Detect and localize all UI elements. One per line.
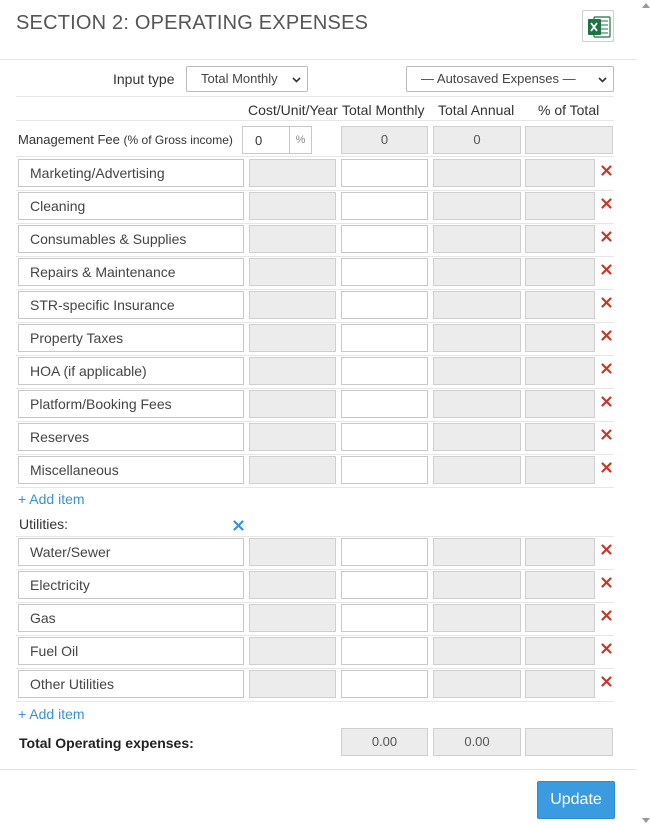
total-pct-box [525,728,613,756]
autosaved-expenses-value: — Autosaved Expenses — [421,71,576,86]
section-title: SECTION 2: OPERATING EXPENSES [16,12,369,34]
expense-name-input[interactable]: STR-specific Insurance [18,291,244,319]
pct-of-total-field [525,670,595,698]
row-divider [16,487,614,488]
management-fee-total-monthly [341,126,428,154]
remove-row-icon[interactable] [601,165,612,176]
footer-divider [0,769,636,770]
cost-unit-year-field [249,159,336,187]
pct-of-total-field [525,390,595,418]
total-monthly-input[interactable] [341,192,428,220]
row-divider [16,668,614,669]
total-monthly-input[interactable] [341,159,428,187]
total-monthly-value: 0.00 [371,734,398,749]
divider [16,96,614,97]
total-annual-field [433,538,521,566]
row-divider [16,190,614,191]
total-monthly-input[interactable] [341,604,428,632]
total-annual-field [433,225,521,253]
total-annual-field [433,357,521,385]
total-annual-field [433,604,521,632]
autosaved-expenses-select[interactable] [406,66,614,92]
pct-of-total-field [525,258,595,286]
remove-row-icon[interactable] [601,676,612,687]
total-annual-field [433,456,521,484]
remove-row-icon[interactable] [601,643,612,654]
remove-row-icon[interactable] [601,610,612,621]
total-annual-field [433,390,521,418]
cost-unit-year-field [249,291,336,319]
cost-unit-year-field [249,456,336,484]
cost-unit-year-field [249,538,336,566]
percent-suffix: % [289,127,311,153]
cost-unit-year-field [249,324,336,352]
remove-row-icon[interactable] [601,544,612,555]
divider [16,156,614,157]
cost-unit-year-field [249,604,336,632]
total-annual-field [433,324,521,352]
pct-of-total-field [525,159,595,187]
header-divider [0,59,636,60]
expense-name-input[interactable]: Gas [18,604,244,632]
row-divider [16,256,614,257]
col-header-pct-of-total: % of Total [538,102,600,118]
row-divider [16,355,614,356]
cost-unit-year-field [249,670,336,698]
total-annual-box [433,728,521,756]
pct-of-total-field [525,571,595,599]
total-monthly-input[interactable] [341,637,428,665]
update-button[interactable]: Update [537,781,615,819]
total-monthly-input[interactable] [341,390,428,418]
pct-of-total-field [525,291,595,319]
cost-unit-year-field [249,423,336,451]
total-annual-value: 0.00 [464,734,490,749]
remove-row-icon[interactable] [601,577,612,588]
total-annual-field [433,423,521,451]
pct-of-total-field [525,604,595,632]
total-monthly-input[interactable] [341,456,428,484]
expense-name-input[interactable]: Property Taxes [18,324,244,352]
expense-name-input[interactable]: Electricity [18,571,244,599]
scroll-up-icon[interactable] [642,2,650,8]
expense-name-input[interactable]: Platform/Booking Fees [18,390,244,418]
total-operating-expenses-label: Total Operating expenses: [19,735,194,751]
pct-of-total-field [525,456,595,484]
input-type-label: Input type [113,71,175,87]
total-monthly-input[interactable] [341,571,428,599]
expense-name-input[interactable]: HOA (if applicable) [18,357,244,385]
total-monthly-input[interactable] [341,291,428,319]
cost-unit-year-field [249,637,336,665]
remove-row-icon[interactable] [601,363,612,374]
management-fee-total-annual [433,126,521,154]
total-annual-field [433,571,521,599]
remove-row-icon[interactable] [601,429,612,440]
expense-name-input[interactable]: Marketing/Advertising [18,159,244,187]
divider [16,536,614,537]
total-monthly-input[interactable] [341,423,428,451]
remove-row-icon[interactable] [601,396,612,407]
remove-row-icon[interactable] [601,264,612,275]
remove-row-icon[interactable] [601,462,612,473]
cost-unit-year-field [249,225,336,253]
divider [16,120,614,121]
row-divider [16,635,614,636]
total-annual-field [433,258,521,286]
remove-row-icon[interactable] [601,330,612,341]
total-monthly-input[interactable] [341,225,428,253]
expense-name-input[interactable]: Miscellaneous [18,456,244,484]
remove-row-icon[interactable] [601,231,612,242]
input-type-value: Total Monthly [201,71,278,86]
cost-unit-year-field [249,192,336,220]
total-annual-field [433,159,521,187]
remove-row-icon[interactable] [601,198,612,209]
row-divider [16,322,614,323]
remove-row-icon[interactable] [601,297,612,308]
row-divider [16,701,614,702]
col-header-total-monthly: Total Monthly [342,102,425,118]
total-monthly-input[interactable] [341,357,428,385]
total-annual-field [433,670,521,698]
pct-of-total-field [525,357,595,385]
add-utility-item-link[interactable]: + Add item [18,706,85,722]
col-header-cost-unit-year: Cost/Unit/Year [248,102,338,118]
management-fee-total-annual-value: 0 [473,132,481,147]
expense-name-input[interactable]: Water/Sewer [18,538,244,566]
management-fee-sublabel: (% of Gross income) [123,133,233,147]
management-fee-total-monthly-value: 0 [380,132,389,147]
add-expense-item-link[interactable]: + Add item [18,491,85,507]
total-monthly-input[interactable] [341,258,428,286]
scroll-down-icon[interactable] [642,818,650,824]
total-annual-field [433,192,521,220]
cost-unit-year-field [249,390,336,418]
expense-name-input[interactable]: Repairs & Maintenance [18,258,244,286]
expense-name-input[interactable]: Cleaning [18,192,244,220]
cost-unit-year-field [249,357,336,385]
pct-of-total-field [525,192,595,220]
total-monthly-box [341,728,428,756]
row-divider [16,421,614,422]
row-divider [16,388,614,389]
row-divider [16,454,614,455]
management-fee-pct-of-total [525,126,613,154]
row-divider [16,223,614,224]
total-monthly-input[interactable] [341,670,428,698]
pct-of-total-field [525,423,595,451]
cost-unit-year-field [249,258,336,286]
expense-name-input[interactable]: Other Utilities [18,670,244,698]
row-divider [16,569,614,570]
total-monthly-input[interactable] [341,324,428,352]
input-type-select[interactable] [186,66,308,92]
row-divider [16,289,614,290]
chevron-down-icon [292,75,301,84]
expense-name-input[interactable]: Fuel Oil [18,637,244,665]
total-monthly-input[interactable] [341,538,428,566]
expense-name-input[interactable]: Consumables & Supplies [18,225,244,253]
expense-name-input[interactable]: Reserves [18,423,244,451]
row-divider [16,602,614,603]
pct-of-total-field [525,324,595,352]
chevron-down-icon [598,75,607,84]
pct-of-total-field [525,225,595,253]
utilities-label: Utilities: [19,516,69,532]
excel-icon[interactable] [582,10,614,42]
management-fee-label [18,132,233,147]
management-fee-title: Management Fee [18,132,120,147]
total-annual-field [433,291,521,319]
remove-utilities-icon[interactable] [233,518,244,529]
total-annual-field [433,637,521,665]
cost-unit-year-field [249,571,336,599]
management-fee-value: 0 [255,133,263,148]
management-fee-input[interactable] [242,126,312,154]
pct-of-total-field [525,637,595,665]
pct-of-total-field [525,538,595,566]
col-header-total-annual: Total Annual [438,102,515,118]
